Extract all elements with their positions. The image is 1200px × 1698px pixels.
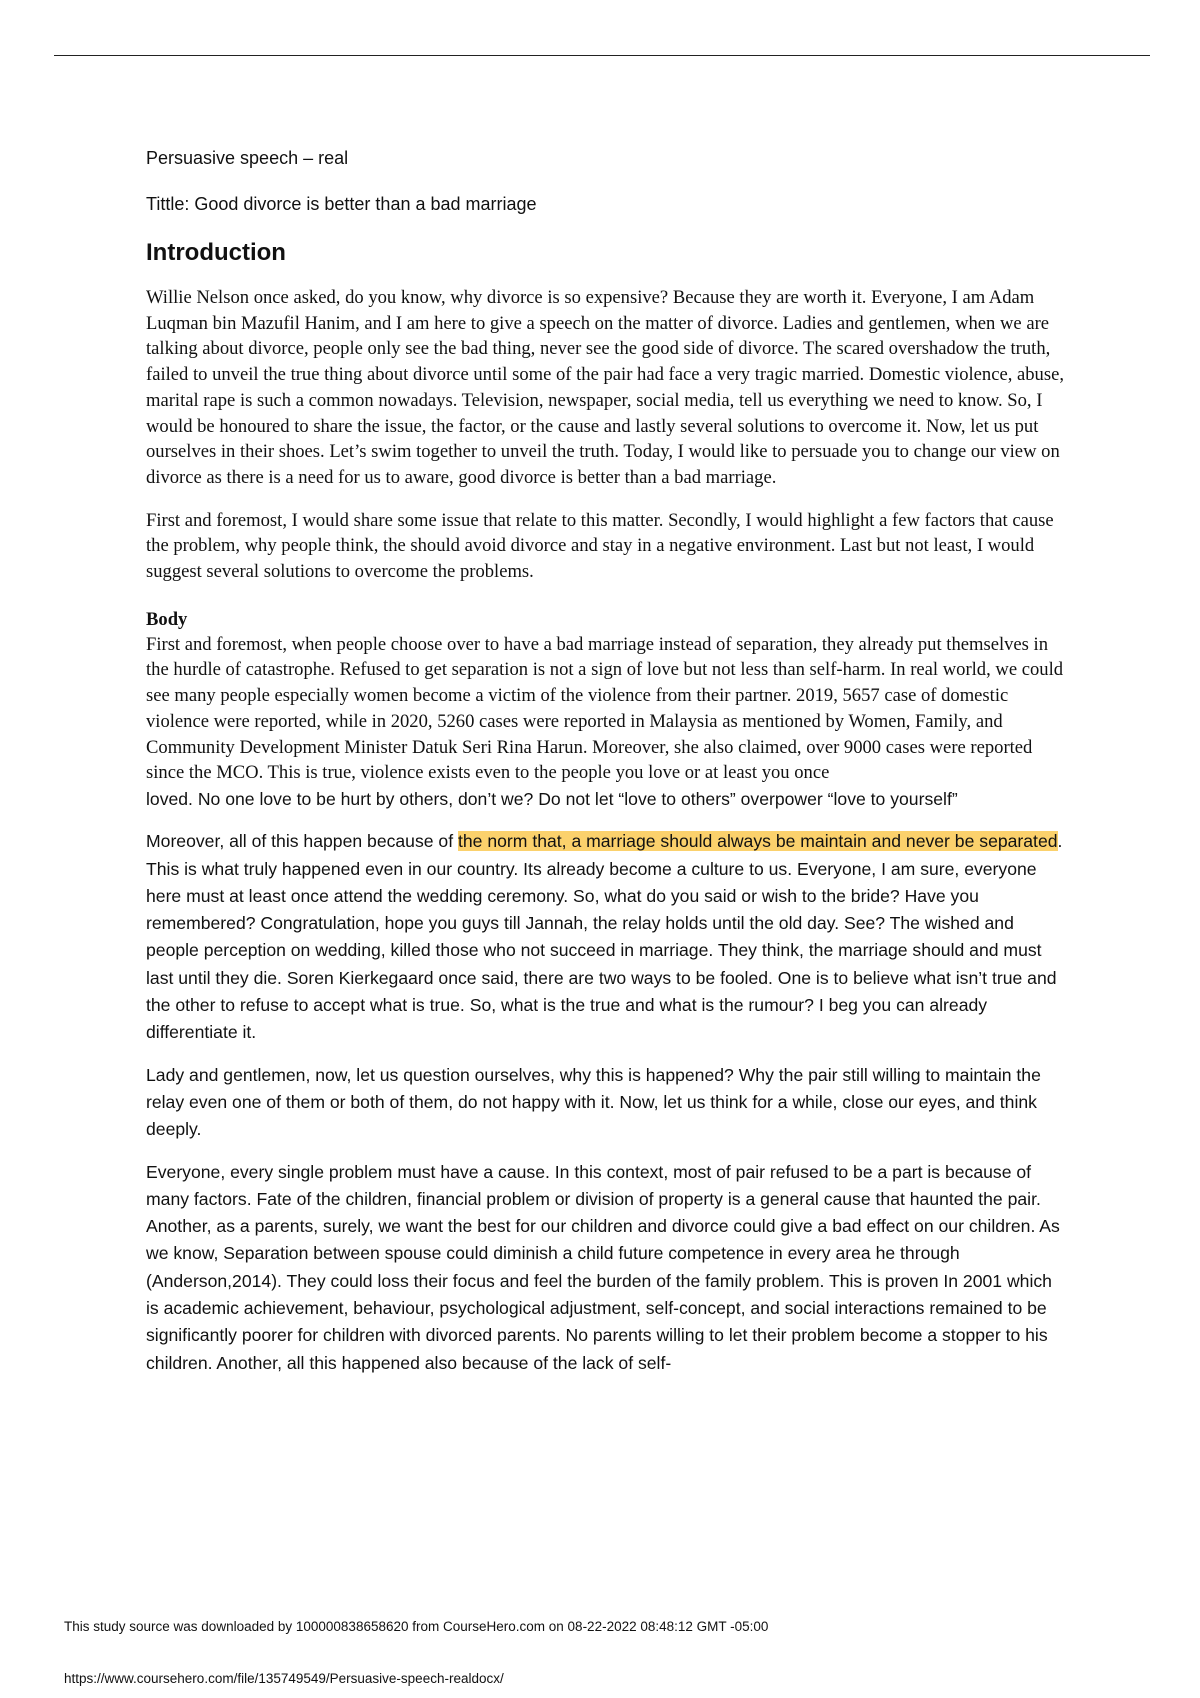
paragraph-2-lead: Moreover, all of this happen because of [146,831,458,852]
document-page [146,148,1066,1392]
footer-url[interactable]: https://www.coursehero.com/file/135749549/Persuasive-speech-realdocx/ [64,1671,504,1686]
body-paragraph-1-continued: loved. No one love to be hurt by others, don’t we? Do not let “love to others” overpower “love to yourself” [146,788,958,809]
intro-paragraph-2: First and foremost, I would share some issue that relate to this matter. Secondly, I would highlight a few factors that cause the problem, why people think, the should avoid divorce and stay in a negative environment. Last but not least, I would suggest several solutions to overcome the problems. [146,509,1054,583]
highlighted-text: the norm that, a marriage should always be maintain and never be separated [458,831,1058,852]
introduction-heading: Introduction [146,239,286,266]
body-paragraph-4: Everyone, every single problem must have a cause. In this context, most of pair refused to be a part is because of many factors. Fate of the children, financial problem or division of property is a general cause that haunted the pair. Another, as a parents, surely, we want the best for our children and divorce could give a bad effect on our children. As we know, Separation between spouse could diminish a child future competence in every area he through (Anderson,2014). They could loss their focus and feel the burden of the family problem. This is proven In 2001 which is academic achievement, behaviour, psychological adjustment, self-concept, and social interactions remained to be significantly poorer for children with divorced parents. No parents willing to let their problem become a stopper to his children. Another, all this happened also because of the lack of self- [146,1161,1060,1373]
body-paragraph-3: Lady and gentlemen, now, let us question ourselves, why this is happened? Why the pair still willing to maintain the relay even one of them or both of them, do not happy with it. Now, let us think for a while, close our eyes, and think deeply. [146,1064,1041,1140]
body-paragraph-1: First and foremost, when people choose over to have a bad marriage instead of separation, they already put themselves in the hurdle of catastrophe. Refused to get separation is not a sign of love but not less than self-harm. In real world, we could see many people especially women become a victim of the violence from their partner. 2019, 5657 case of domestic violence were reported, while in 2020, 5260 cases were reported in Malaysia as mentioned by Women, Family, and Community Development Minister Datuk Seri Rina Harun. Moreover, she also claimed, over 9000 cases were reported since the MCO. This is true, violence exists even to the people you love or at least you once [146,633,1064,784]
paragraph-2-rest: . This is what truly happened even in our country. Its already become a culture to us. Everyone, I am sure, everyone here must at least once attend the wedding ceremony. So, what do you said or wish to the bride? Have you remembered? Congratulation, hope you guys till Jannah, the relay holds until the old day. See? The wished and people perception on wedding, killed those who not succeed in marriage. They think, the marriage should and must last until they die. Soren Kierkegaard once said, there are two ways to be fooled. One is to believe what isn’t true and the other to refuse to accept what is true. So, what is the true and what is the rumour? I beg you can already differentiate it. [146,831,1063,1043]
document-title: Tittle: Good divorce is better than a bad marriage [146,194,537,214]
document-label: Persuasive speech – real [146,148,349,168]
top-divider [54,55,1150,56]
footer-source-note: This study source was downloaded by 100000838658620 from CourseHero.com on 08-22-2022 08:48:12 GMT -05:00 [64,1619,769,1634]
body-heading: Body [146,608,188,630]
body-paragraph-2 [146,828,1066,1046]
intro-paragraph-1: Willie Nelson once asked, do you know, why divorce is so expensive? Because they are worth it. Everyone, I am Adam Luqman bin Mazufil Hanim, and I am here to give a speech on the matter of divorce. Ladies and gentlemen, when we are talking about divorce, people only see the bad thing, never see the good side of divorce. The scared overshadow the truth, failed to unveil the true thing about divorce until some of the pair had face a very tragic married. Domestic violence, abuse, marital rape is such a common nowadays. Television, newspaper, social media, tell us everything we need to know. So, I would be honoured to share the issue, the factor, or the cause and lastly several solutions to overcome it. Now, let us put ourselves in their shoes. Let’s swim together to unveil the truth. Today, I would like to persuade you to change our view on divorce as there is a need for us to aware, good divorce is better than a bad marriage. [146,287,1064,488]
